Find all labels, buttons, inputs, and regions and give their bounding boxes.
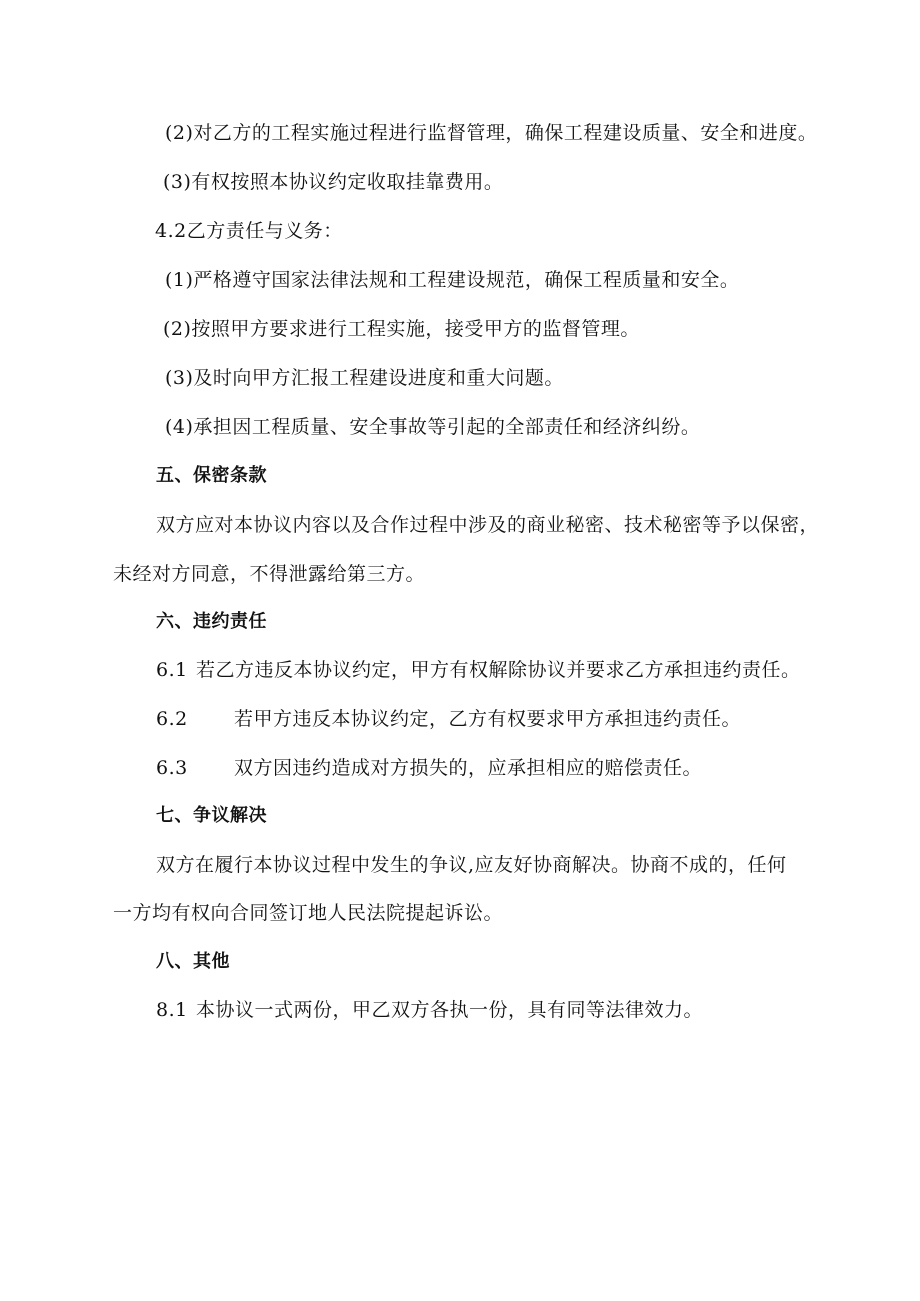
clause-6-2-number: 6.2 xyxy=(156,708,188,730)
clause-6-1-number: 6.1 xyxy=(156,659,188,681)
section-7-title: 七、争议解决 xyxy=(156,805,267,826)
party-b-item-1: (1)严格遵守国家法律法规和工程建设规范，确保工程质量和安全。 xyxy=(165,269,740,291)
section-5-body-line-2: 未经对方同意，不得泄露给第三方。 xyxy=(113,563,426,585)
section-7-body-line-1: 双方在履行本协议过程中发生的争议,应友好协商解决。协商不成的，任何 xyxy=(156,854,787,876)
section-6-title: 六、违约责任 xyxy=(156,611,267,632)
party-b-heading: 4.2乙方责任与义务： xyxy=(155,220,343,242)
party-b-item-3: (3)及时向甲方汇报工程建设进度和重大问题。 xyxy=(165,367,564,389)
clause-6-1 xyxy=(156,656,801,684)
clause-8-1-text: 本协议一式两份，甲乙双方各执一份，具有同等法律效力。 xyxy=(196,999,704,1021)
clause-6-1-text: 若乙方违反本协议约定，甲方有权解除协议并要求乙方承担违约责任。 xyxy=(196,659,801,681)
clause-6-3 xyxy=(156,754,702,782)
section-7-body-line-2: 一方均有权向合同签订地人民法院提起诉讼。 xyxy=(113,902,504,924)
clause-6-2 xyxy=(156,705,741,733)
clause-6-2-text: 若甲方违反本协议约定，乙方有权要求甲方承担违约责任。 xyxy=(234,708,742,730)
party-a-item-3: (3)有权按照本协议约定收取挂靠费用。 xyxy=(163,171,504,193)
clause-8-1-number: 8.1 xyxy=(156,999,188,1021)
party-b-item-2: (2)按照甲方要求进行工程实施，接受甲方的监督管理。 xyxy=(163,318,640,340)
section-5-body-line-1: 双方应对本协议内容以及合作过程中涉及的商业秘密、技术秘密等予以保密， xyxy=(156,514,820,536)
clause-6-3-text: 双方因违约造成对方损失的，应承担相应的赔偿责任。 xyxy=(234,757,703,779)
section-8-title: 八、其他 xyxy=(156,951,230,972)
section-5-title: 五、保密条款 xyxy=(156,465,267,486)
clause-6-3-number: 6.3 xyxy=(156,757,188,779)
party-b-item-4: (4)承担因工程质量、安全事故等引起的全部责任和经济纠纷。 xyxy=(165,416,701,438)
party-a-item-2: (2)对乙方的工程实施过程进行监督管理，确保工程建设质量、安全和进度。 xyxy=(165,122,818,144)
clause-8-1 xyxy=(156,996,703,1024)
